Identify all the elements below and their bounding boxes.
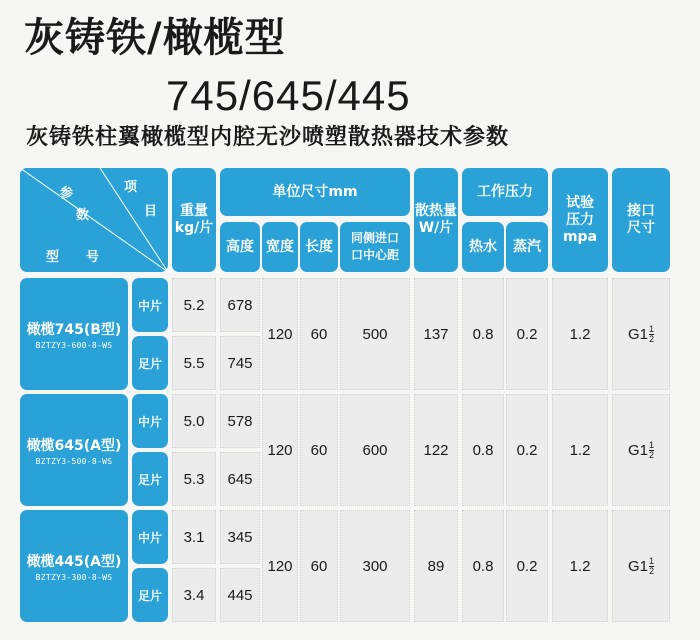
table-subtitle: 灰铸铁柱翼橄榄型内腔无沙喷塑散热器技术参数 — [26, 125, 510, 150]
corner-item2-label: 目 — [144, 204, 158, 219]
connector-fraction — [649, 325, 654, 344]
connector-size: G1 — [627, 325, 648, 343]
model-numbers: 745/645/445 — [166, 72, 411, 119]
model-code: BZTZY3-500-8-WS — [35, 456, 113, 466]
connector-cell — [612, 278, 670, 390]
steam-pressure-cell: 0.2 — [506, 394, 548, 506]
width-cell: 120 — [262, 278, 298, 390]
fraction-denominator: 2 — [649, 565, 655, 576]
test-pressure-cell: 1.2 — [552, 278, 608, 390]
header-test-pressure: 试验 压力 mpa — [552, 168, 608, 272]
piece-type-cell: 足片 — [132, 336, 168, 390]
width-cell: 120 — [262, 394, 298, 506]
model-name: 橄榄745(B型) — [26, 321, 122, 338]
connector-size: G1 — [627, 557, 648, 575]
length-cell: 60 — [300, 510, 338, 622]
header-height: 高度 — [220, 222, 260, 272]
header-connector: 接口 尺寸 — [612, 168, 670, 272]
hot-water-pressure-cell: 0.8 — [462, 278, 504, 390]
corner-param-label: 参 — [60, 186, 74, 201]
hot-water-pressure-cell: 0.8 — [462, 510, 504, 622]
steam-pressure-cell: 0.2 — [506, 278, 548, 390]
test-pressure-cell: 1.2 — [552, 510, 608, 622]
header-pressure: 工作压力 — [462, 168, 548, 216]
model-label-cell — [20, 510, 128, 622]
model-label-cell — [20, 394, 128, 506]
header-steam: 蒸汽 — [506, 222, 548, 272]
weight-cell: 3.1 — [172, 510, 216, 564]
header-dimension: 单位尺寸mm — [220, 168, 410, 216]
fraction-numerator: 1 — [649, 323, 655, 334]
length-cell: 60 — [300, 394, 338, 506]
test-pressure-cell: 1.2 — [552, 394, 608, 506]
fraction-denominator: 2 — [649, 449, 655, 460]
header-center-distance: 同侧进口 口中心距 — [340, 222, 410, 272]
heat-cell: 89 — [414, 510, 458, 622]
connector-cell — [612, 510, 670, 622]
model-label-cell — [20, 278, 128, 390]
height-cell: 678 — [220, 278, 260, 332]
model-code: BZTZY3-600-8-WS — [35, 340, 113, 350]
header-weight: 重量 kg/片 — [172, 168, 216, 272]
piece-type-cell: 足片 — [132, 568, 168, 622]
header-hot-water: 热水 — [462, 222, 504, 272]
header-length: 长度 — [300, 222, 338, 272]
corner-count-label: 数 — [76, 208, 90, 223]
connector-fraction — [649, 441, 654, 460]
corner-item-label: 项 — [124, 180, 138, 195]
heat-cell: 122 — [414, 394, 458, 506]
corner-model2-label: 号 — [86, 250, 100, 265]
weight-cell: 5.2 — [172, 278, 216, 332]
center-distance-cell: 300 — [340, 510, 410, 622]
piece-type-cell: 足片 — [132, 452, 168, 506]
connector-fraction — [649, 557, 654, 576]
page-title: 灰铸铁/橄榄型 — [24, 15, 286, 61]
header-heat: 散热量 W/片 — [414, 168, 458, 272]
height-cell: 645 — [220, 452, 260, 506]
header-width: 宽度 — [262, 222, 298, 272]
piece-type-cell: 中片 — [132, 278, 168, 332]
connector-size: G1 — [627, 441, 648, 459]
fraction-numerator: 1 — [649, 555, 655, 566]
width-cell: 120 — [262, 510, 298, 622]
model-name: 橄榄445(A型) — [26, 553, 122, 570]
weight-cell: 5.3 — [172, 452, 216, 506]
height-cell: 578 — [220, 394, 260, 448]
height-cell: 745 — [220, 336, 260, 390]
piece-type-cell: 中片 — [132, 510, 168, 564]
weight-cell: 3.4 — [172, 568, 216, 622]
piece-type-cell: 中片 — [132, 394, 168, 448]
steam-pressure-cell: 0.2 — [506, 510, 548, 622]
corner-header-cell — [20, 168, 168, 272]
hot-water-pressure-cell: 0.8 — [462, 394, 504, 506]
model-name: 橄榄645(A型) — [26, 437, 122, 454]
center-distance-cell: 600 — [340, 394, 410, 506]
connector-cell — [612, 394, 670, 506]
fraction-numerator: 1 — [649, 439, 655, 450]
model-code: BZTZY3-300-8-WS — [35, 572, 113, 582]
height-cell: 345 — [220, 510, 260, 564]
weight-cell: 5.0 — [172, 394, 216, 448]
center-distance-cell: 500 — [340, 278, 410, 390]
length-cell: 60 — [300, 278, 338, 390]
height-cell: 445 — [220, 568, 260, 622]
corner-model-label: 型 — [46, 250, 60, 265]
heat-cell: 137 — [414, 278, 458, 390]
weight-cell: 5.5 — [172, 336, 216, 390]
fraction-denominator: 2 — [649, 333, 655, 344]
